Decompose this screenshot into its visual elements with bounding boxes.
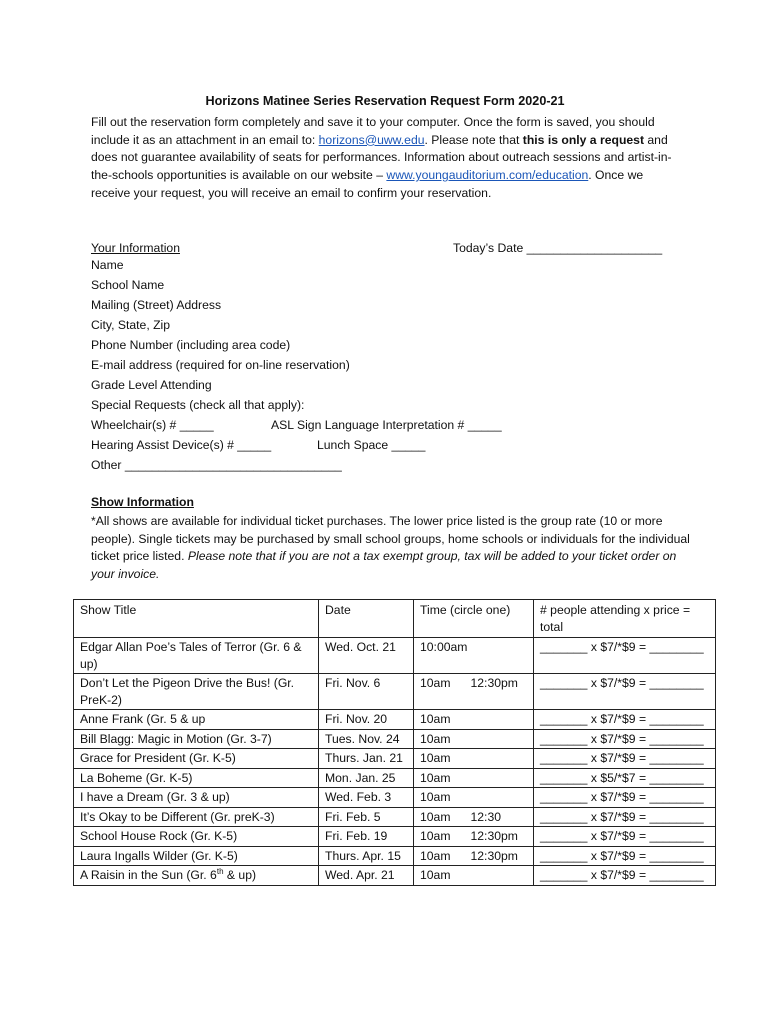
show-title-cell: Grace for President (Gr. K-5) — [74, 749, 319, 769]
time-option[interactable]: 10am — [420, 731, 451, 746]
table-row — [74, 768, 716, 788]
show-date-cell: Thurs. Apr. 15 — [319, 846, 414, 866]
table-row — [74, 807, 716, 827]
header-attendance-price: # people attending x price = total — [534, 600, 716, 638]
time-option-2[interactable]: 12:30pm — [470, 848, 518, 863]
show-title-cell: I have a Dream (Gr. 3 & up) — [74, 788, 319, 808]
header-date: Date — [319, 600, 414, 638]
field-email[interactable]: E-mail address (required for on-line reservation) — [91, 358, 350, 372]
price-cell[interactable]: _______ x $7/*$9 = ________ — [534, 638, 716, 674]
show-time-cell[interactable] — [414, 788, 534, 808]
table-row — [74, 846, 716, 866]
wheelchair-field[interactable]: Wheelchair(s) # _____ — [91, 418, 214, 432]
intro-text-2: . Please note that — [424, 132, 523, 147]
show-title-cell: La Boheme (Gr. K-5) — [74, 768, 319, 788]
table-row — [74, 674, 716, 710]
show-date-cell: Wed. Oct. 21 — [319, 638, 414, 674]
intro-bold: this is only a request — [522, 132, 644, 147]
show-date-cell: Tues. Nov. 24 — [319, 729, 414, 749]
show-date-cell: Fri. Nov. 20 — [319, 710, 414, 730]
time-option-2[interactable]: 12:30 — [470, 809, 501, 824]
show-time-cell[interactable] — [414, 638, 534, 674]
last-title-b: & up) — [223, 868, 257, 882]
time-option-2[interactable]: 12:30pm — [470, 829, 518, 843]
field-city-state-zip[interactable]: City, State, Zip — [91, 318, 171, 332]
price-cell[interactable]: _______ x $7/*$9 = ________ — [534, 866, 716, 886]
table-row — [74, 729, 716, 749]
intro-paragraph — [91, 114, 681, 203]
field-grade-level[interactable]: Grade Level Attending — [91, 378, 212, 392]
time-option[interactable]: 10am — [420, 868, 451, 882]
field-mailing-address[interactable]: Mailing (Street) Address — [91, 298, 222, 312]
show-time-cell[interactable] — [414, 846, 534, 866]
shows-table — [73, 599, 716, 886]
time-option[interactable]: 10am — [420, 751, 451, 765]
show-info-paragraph — [91, 513, 691, 584]
show-time-cell[interactable] — [414, 674, 534, 710]
price-cell[interactable]: _______ x $7/*$9 = ________ — [534, 827, 716, 847]
table-row — [74, 866, 716, 886]
table-row — [74, 749, 716, 769]
hearing-assist-field[interactable]: Hearing Assist Device(s) # _____ — [91, 438, 272, 452]
show-title-cell: Edgar Allan Poe’s Tales of Terror (Gr. 6 & up) — [74, 638, 319, 674]
show-date-cell: Thurs. Jan. 21 — [319, 749, 414, 769]
show-time-cell[interactable] — [414, 866, 534, 886]
show-time-cell[interactable] — [414, 710, 534, 730]
email-link[interactable]: horizons@uww.edu — [318, 132, 425, 147]
time-option[interactable]: 10am — [420, 829, 451, 843]
price-cell[interactable]: _______ x $7/*$9 = ________ — [534, 846, 716, 866]
last-title-sup: th — [216, 866, 224, 876]
show-info-heading: Show Information — [91, 495, 194, 509]
price-cell[interactable]: _______ x $7/*$9 = ________ — [534, 710, 716, 730]
show-date-cell: Wed. Feb. 3 — [319, 788, 414, 808]
show-time-cell[interactable] — [414, 749, 534, 769]
last-title-a: A Raisin in the Sun (Gr. 6 — [80, 868, 217, 882]
time-option[interactable]: 10am — [420, 809, 451, 824]
website-link[interactable]: www.youngauditorium.com/education — [386, 168, 589, 183]
your-info-heading: Your Information — [91, 241, 180, 255]
price-cell[interactable]: _______ x $7/*$9 = ________ — [534, 788, 716, 808]
show-date-cell: Fri. Nov. 6 — [319, 674, 414, 710]
field-phone[interactable]: Phone Number (including area code) — [91, 338, 291, 352]
asl-field[interactable]: ASL Sign Language Interpretation # _____ — [271, 418, 502, 432]
show-date-cell: Wed. Apr. 21 — [319, 866, 414, 886]
table-row — [74, 710, 716, 730]
show-time-cell[interactable] — [414, 807, 534, 827]
lunch-space-field[interactable]: Lunch Space _____ — [317, 438, 426, 452]
show-info-tax-note: Please note that if you are not a tax exempt group, tax will be added to your ticket order on your invoice. — [91, 549, 677, 582]
other-field[interactable]: Other ________________________________ — [91, 458, 342, 472]
show-date-cell: Fri. Feb. 19 — [319, 827, 414, 847]
price-cell[interactable]: _______ x $7/*$9 = ________ — [534, 807, 716, 827]
time-option[interactable]: 10am — [420, 848, 451, 863]
show-time-cell[interactable] — [414, 729, 534, 749]
show-date-cell: Fri. Feb. 5 — [319, 807, 414, 827]
field-name[interactable]: Name — [91, 258, 124, 272]
show-time-cell[interactable] — [414, 827, 534, 847]
time-option[interactable]: 10am — [420, 712, 451, 726]
show-title-cell — [74, 866, 319, 886]
show-time-cell[interactable] — [414, 768, 534, 788]
time-option[interactable]: 10am — [420, 790, 451, 804]
show-title-cell: Anne Frank (Gr. 5 & up — [74, 710, 319, 730]
show-title-cell: Laura Ingalls Wilder (Gr. K-5) — [74, 846, 319, 866]
time-option[interactable]: 10am — [420, 676, 451, 690]
table-row — [74, 638, 716, 674]
table-row — [74, 788, 716, 808]
table-row — [74, 827, 716, 847]
price-cell[interactable]: _______ x $5/*$7 = ________ — [534, 768, 716, 788]
show-date-cell: Mon. Jan. 25 — [319, 768, 414, 788]
show-title-cell: It’s Okay to be Different (Gr. preK-3) — [74, 807, 319, 827]
time-option-2[interactable]: 12:30pm — [470, 676, 518, 690]
form-title: Horizons Matinee Series Reservation Request Form 2020-21 — [205, 94, 565, 108]
header-show-title: Show Title — [74, 600, 319, 638]
show-info-text: *All shows are available for individual ticket purchases. The lower price listed is the group rate (10 or more people). Single tickets may be purchased by small school groups, home schools or individuals for the individual ticket price listed. — [91, 514, 690, 564]
intro-text-4: . Once we receive your request, you will receive an email to confirm your reservation. — [91, 168, 644, 200]
intro-text-1: Fill out the reservation form completely and save it to your computer. Once the form is saved, you should include it as an attachment in an email to: — [91, 115, 655, 147]
price-cell[interactable]: _______ x $7/*$9 = ________ — [534, 749, 716, 769]
field-school-name[interactable]: School Name — [91, 278, 165, 292]
todays-date-field[interactable]: Today’s Date ____________________ — [453, 241, 663, 255]
special-requests-label: Special Requests (check all that apply): — [91, 398, 305, 412]
price-cell[interactable]: _______ x $7/*$9 = ________ — [534, 674, 716, 710]
time-option[interactable]: 10:00am — [420, 640, 468, 654]
intro-text-3: and does not guarantee availability of seats for performances. Information about outreach sessions and artist-in-the-schools opportunities is available on our website – — [91, 132, 672, 183]
show-title-cell: School House Rock (Gr. K-5) — [74, 827, 319, 847]
time-option[interactable]: 10am — [420, 770, 451, 785]
show-title-cell: Bill Blagg: Magic in Motion (Gr. 3-7) — [74, 729, 319, 749]
show-title-cell: Don’t Let the Pigeon Drive the Bus! (Gr. PreK-2) — [74, 674, 319, 710]
price-cell[interactable]: _______ x $7/*$9 = ________ — [534, 729, 716, 749]
table-header-row — [74, 600, 716, 638]
header-time: Time (circle one) — [414, 600, 534, 638]
